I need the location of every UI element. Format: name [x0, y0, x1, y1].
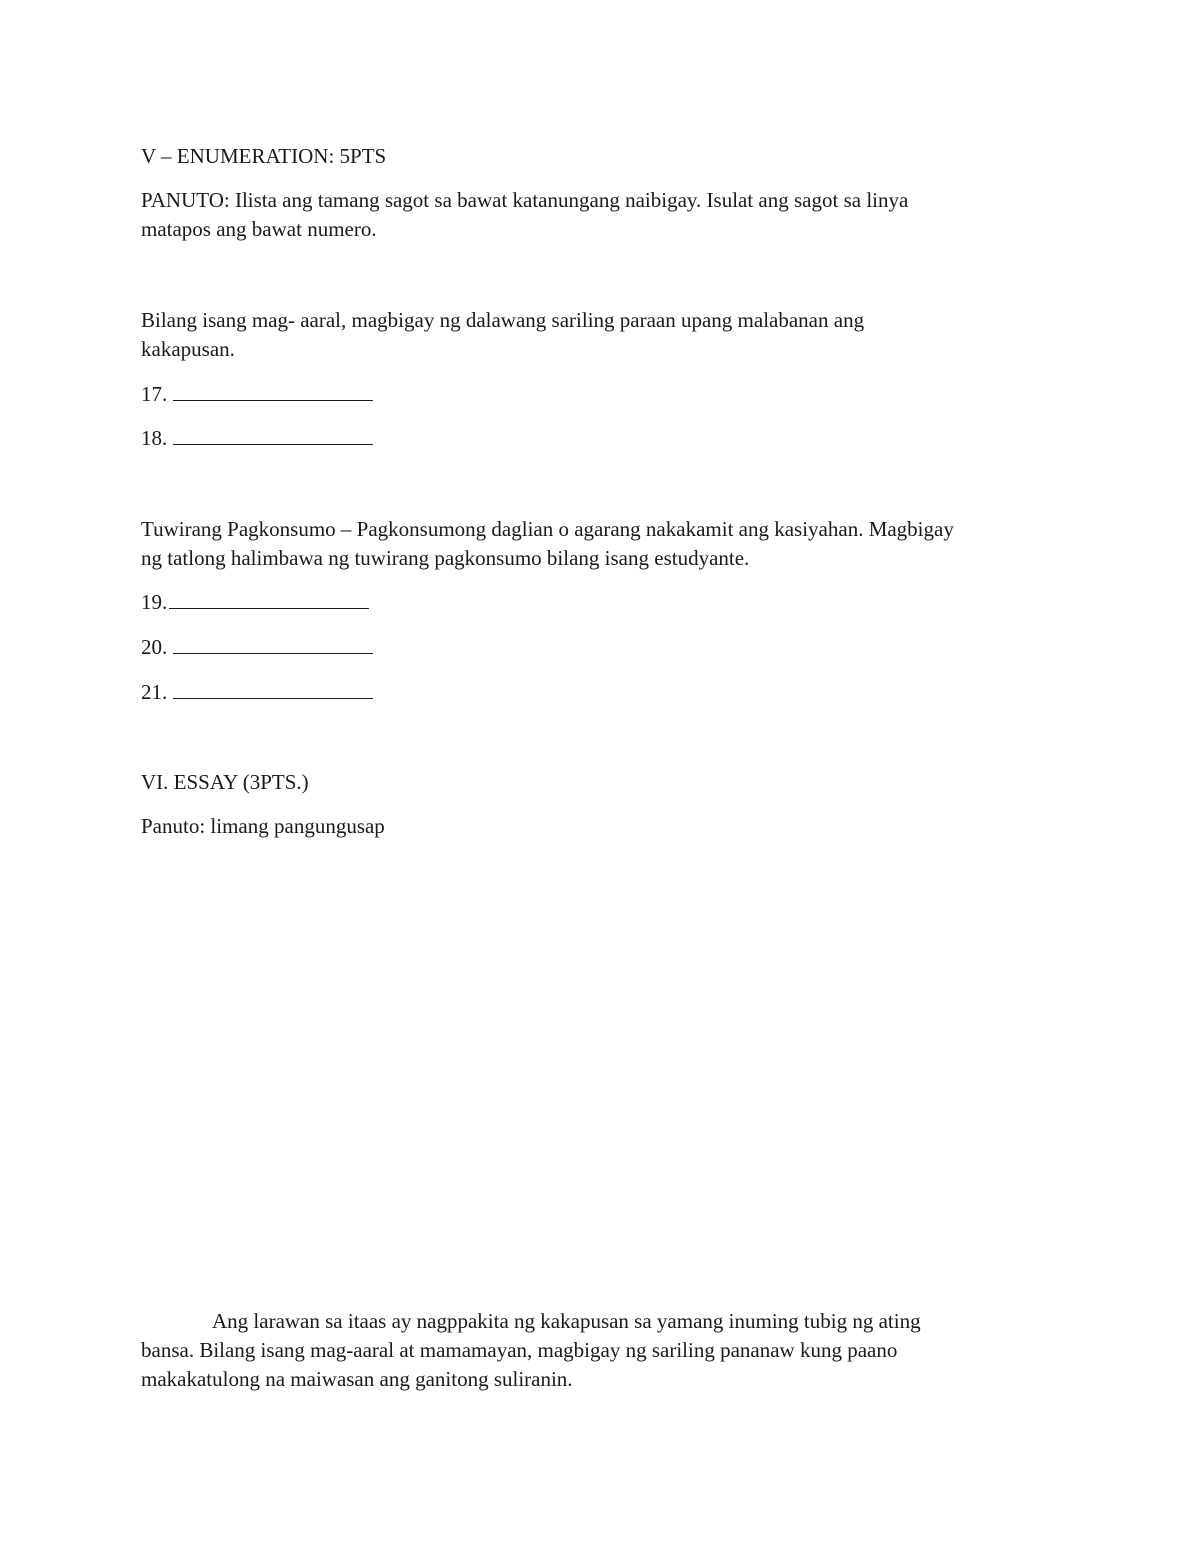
item-number: 20.	[141, 635, 168, 659]
answer-item-21	[141, 678, 373, 707]
question-2-prompt: Tuwirang Pagkonsumo – Pagkonsumong daglian o agarang nakakamit ang kasiyahan. Magbigay ng tatlong halimbawa ng tuwirang pagkonsumo bilang isang estudyante.	[141, 517, 954, 570]
answer-item-19	[141, 588, 369, 617]
answer-item-18	[141, 424, 373, 453]
question-1-prompt: Bilang isang mag- aaral, magbigay ng dalawang sariling paraan upang malabanan ang kakapusan.	[141, 308, 865, 361]
answer-blank-21[interactable]	[173, 678, 373, 699]
item-number: 18.	[141, 426, 168, 450]
section-6-heading: VI. ESSAY (3PTS.)	[141, 770, 309, 794]
answer-item-20	[141, 633, 373, 662]
answer-blank-18[interactable]	[173, 424, 373, 445]
item-number: 17.	[141, 382, 168, 406]
answer-item-17	[141, 380, 373, 409]
section-5-heading: V – ENUMERATION: 5PTS	[141, 144, 387, 168]
answer-blank-17[interactable]	[173, 380, 373, 401]
section-6-instructions: Panuto: limang pangungusap	[141, 814, 385, 838]
essay-prompt: Ang larawan sa itaas ay nagppakita ng kakapusan sa yamang inuming tubig ng ating bansa. Bilang isang mag-aaral at mamamayan, magbigay ng sariling pananaw kung paano makakatulong na maiwasan ang ganitong suliranin.	[141, 1309, 921, 1391]
item-number: 19.	[141, 590, 168, 614]
answer-blank-20[interactable]	[173, 633, 373, 654]
item-number: 21.	[141, 680, 168, 704]
answer-blank-19[interactable]	[169, 588, 369, 609]
section-5-instructions: PANUTO: Ilista ang tamang sagot sa bawat katanungang naibigay. Isulat ang sagot sa linya matapos ang bawat numero.	[141, 188, 909, 241]
